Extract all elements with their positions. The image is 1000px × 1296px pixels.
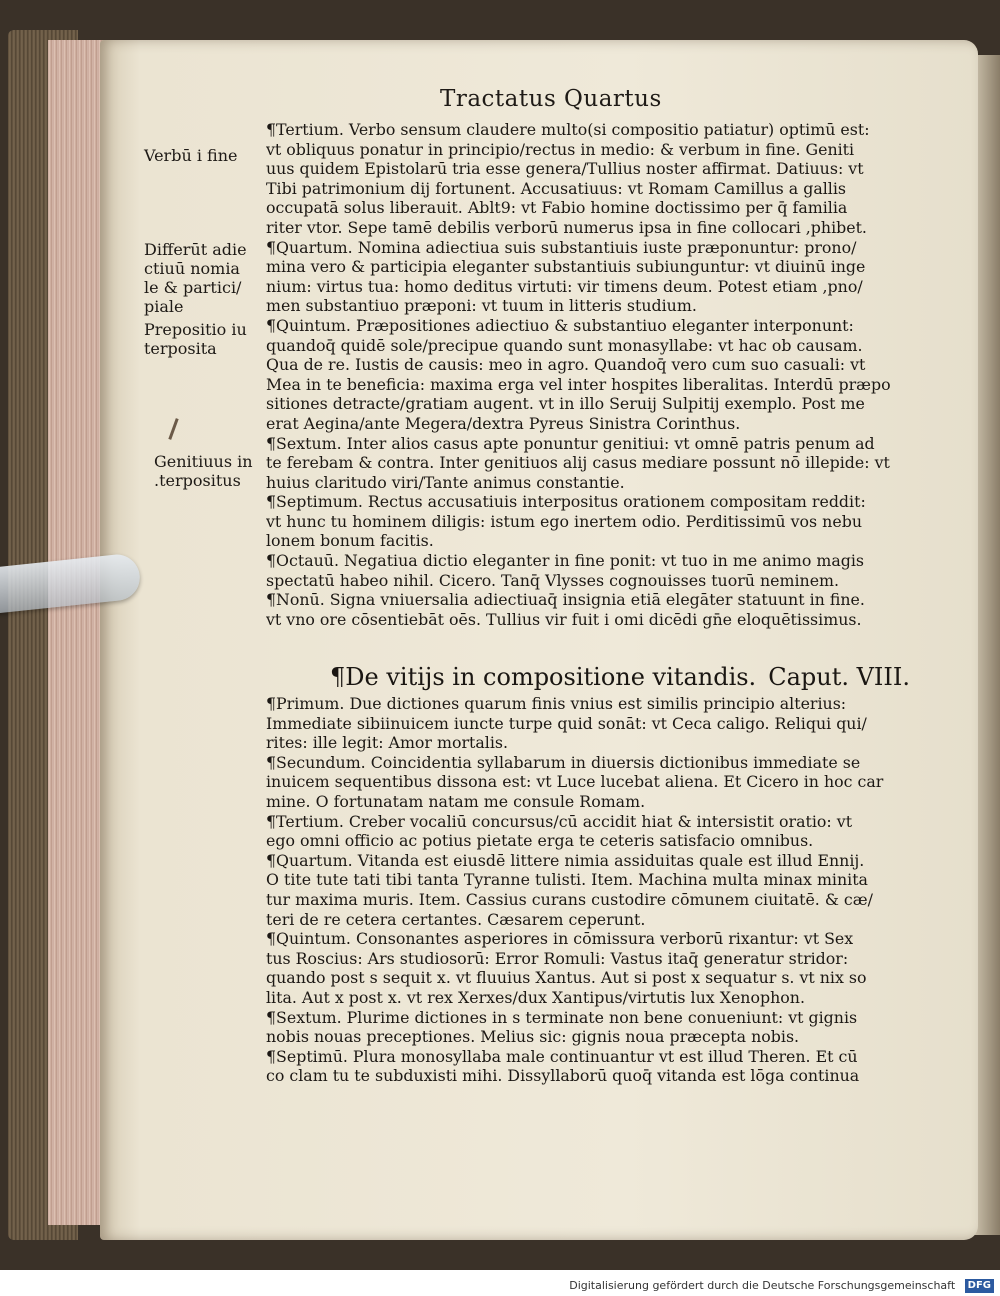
dfg-logo: DFG bbox=[965, 1279, 994, 1293]
text-line: ¶Quintum. Consonantes asperiores in cōmissura verborū rixantur: vt Sex bbox=[266, 929, 854, 949]
text-line: co clam tu te subduxisti mihi. Dissyllaborū quoq̄ vitanda est lōga continua bbox=[266, 1066, 860, 1086]
margin-note-line: ctiuū nomia bbox=[144, 259, 240, 278]
chapter-title: ¶De vitijs in compositione vitandis. bbox=[330, 663, 757, 691]
text-line: ¶Sextum. Inter alios casus apte ponuntur genitiui: vt omnē patris penum ad bbox=[266, 433, 875, 453]
text-line: ¶Primum. Due dictiones quarum finis vnius est similis principio alterius: bbox=[266, 694, 847, 713]
text-line: tus Roscius: Ars studiosorū: Error Romuli: Vastus itaq̄ generatur stridor: bbox=[266, 948, 849, 968]
text-line: ¶Secundum. Coincidentia syllabarum in diuersis dictionibus immediate se bbox=[266, 752, 861, 772]
margin-note bbox=[154, 452, 274, 490]
text-line: quandoq̄ quidē sole/precipue quando sunt monasyllabe: vt hac ob causam. bbox=[266, 335, 863, 355]
text-line: vt hunc tu hominem diligis: istum ego inertem odio. Perditissimū vos nebu bbox=[266, 511, 862, 531]
chapter-heading bbox=[330, 660, 910, 694]
text-line: teri de re cetera certantes. Cæsarem ceperunt. bbox=[266, 909, 646, 929]
body-text-2 bbox=[266, 694, 906, 1086]
text-line: uus quidem Epistolarū tria esse genera/Tullius noster affirmat. Datiuus: vt bbox=[266, 159, 864, 179]
text-line: inuicem sequentibus dissona est: vt Luce lucebat aliena. Et Cicero in hoc car bbox=[266, 772, 884, 792]
text-line: quando post s sequit x. vt fluuius Xantus. Aut si post x sequatur s. vt nix so bbox=[266, 968, 867, 988]
chapter-number: Caput. VIII. bbox=[768, 663, 910, 691]
funding-footer bbox=[0, 1276, 994, 1296]
text-line: sitiones detracte/gratiam augent. vt in illo Seruij Sulpitij exemplo. Post me bbox=[266, 394, 865, 414]
text-line: lita. Aut x post x. vt rex Xerxes/dux Xantipus/virtutis lux Xenophon. bbox=[266, 987, 805, 1007]
text-line: vt obliquus ponatur in principio/rectus in medio: & verbum in fine. Geniti bbox=[266, 139, 855, 159]
text-line: Qua de re. Iustis de causis: meo in agro. Quandoq̄ vero cum suo casuali: vt bbox=[266, 355, 866, 375]
margin-note-line: .terpositus bbox=[154, 471, 241, 490]
text-line: erat Aegina/ante Megera/dextra Pyreus Sinistra Corinthus. bbox=[266, 413, 741, 433]
text-line: ¶Tertium. Creber vocaliū concursus/cū accidit hiat & intersistit oratio: vt bbox=[266, 811, 853, 831]
text-line: mina vero & participia eleganter substantiuis subiunguntur: vt diuinū inge bbox=[266, 257, 866, 277]
text-line: nobis nouas preceptiones. Melius sic: gignis noua præcepta nobis. bbox=[266, 1027, 800, 1047]
margin-note-line: Verbū i fine bbox=[144, 146, 238, 165]
footer-text: Digitalisierung gefördert durch die Deutsche Forschungsgemeinschaft bbox=[569, 1279, 956, 1292]
margin-note-line: piale bbox=[144, 297, 184, 316]
text-line: ¶Sextum. Plurime dictiones in s terminate non bene conueniunt: vt gignis bbox=[266, 1007, 858, 1027]
text-line: ego omni officio ac potius pietate erga te ceteris satisfacio omnibus. bbox=[266, 831, 814, 851]
text-line: O tite tute tati tibi tanta Tyranne tulisti. Item. Machina multa minax minita bbox=[266, 870, 868, 890]
text-line: Tibi patrimonium dij fortunent. Accusatiuus: vt Romam Camillus a gallis bbox=[266, 178, 847, 198]
text-line: lonem bonum facitis. bbox=[266, 531, 434, 551]
text-line: Immediate sibiinuicem iuncte turpe quid sonāt: vt Ceca caligo. Reliqui qui/ bbox=[266, 713, 867, 733]
text-line: ¶Septimum. Rectus accusatiuis interpositus orationem compositam reddit: bbox=[266, 492, 866, 512]
text-line: occupatā solus liberauit. Ablt9: vt Fabio homine doctissimo per q̄ familia bbox=[266, 198, 848, 218]
text-line: te ferebam & contra. Inter genitiuos alij casus mediare possunt nō illepide: vt bbox=[266, 453, 890, 473]
text-line: riter vtor. Sepe tamē debilis verborū numerus ipsa in fine collocari ,phibet. bbox=[266, 217, 867, 237]
text-line: Mea in te beneficia: maxima erga vel inter hospites liberalitas. Interdū præpo bbox=[266, 374, 891, 394]
text-line: rites: ille legit: Amor mortalis. bbox=[266, 733, 509, 753]
body-text bbox=[266, 120, 906, 629]
margin-note-line: terposita bbox=[144, 339, 217, 358]
text-line: ¶Quintum. Præpositiones adiectiuo & substantiuo eleganter interponunt: bbox=[266, 315, 854, 335]
text-line: nium: virtus tua: homo deditus virtuti: vir timens deum. Potest etiam ,pno/ bbox=[266, 276, 863, 296]
margin-note-line: Prepositio iu bbox=[144, 320, 247, 339]
text-line: mine. O fortunatam natam me consule Romam. bbox=[266, 791, 646, 811]
margin-note bbox=[144, 146, 264, 165]
text-line: spectatū habeo nihil. Cicero. Tanq̄ Vlysses cognouisses tuorū neminem. bbox=[266, 570, 840, 590]
margin-note bbox=[144, 240, 264, 316]
text-line: ¶Nonū. Signa vniuersalia adiectiuaq̄ insignia etiā elegāter statuunt in fine. bbox=[266, 590, 865, 610]
text-line: ¶Quartum. Nomina adiectiua suis substantiuis iuste præponuntur: prono/ bbox=[266, 237, 857, 257]
margin-note-line: Genitiuus in bbox=[154, 452, 253, 471]
running-head: Tractatus Quartus bbox=[440, 86, 662, 112]
margin-note-line: Differūt adie bbox=[144, 240, 247, 259]
margin-note bbox=[144, 320, 264, 358]
text-line: ¶Octauū. Negatiua dictio eleganter in fine ponit: vt tuo in me animo magis bbox=[266, 551, 865, 571]
text-line: ¶Quartum. Vitanda est eiusdē littere nimia assiduitas quale est illud Ennij. bbox=[266, 850, 865, 870]
text-line: ¶Tertium. Verbo sensum claudere multo(si compositio patiatur) optimū est: bbox=[266, 120, 870, 139]
text-line: tur maxima muris. Item. Cassius curans custodire cōmunem ciuitatē. & cæ/ bbox=[266, 889, 873, 909]
text-line: vt vno ore cōsentiebāt oēs. Tullius vir fuit i omi dicēdi gn̄e eloquētissimus. bbox=[266, 609, 862, 629]
text-line: men substantiuo præponi: vt tuum in litteris studium. bbox=[266, 296, 697, 316]
text-line: ¶Septimū. Plura monosyllaba male continuantur vt est illud Theren. Et cū bbox=[266, 1046, 858, 1066]
text-line: huius claritudo viri/Tante animus constantie. bbox=[266, 472, 625, 492]
margin-note-line: le & partici/ bbox=[144, 278, 242, 297]
